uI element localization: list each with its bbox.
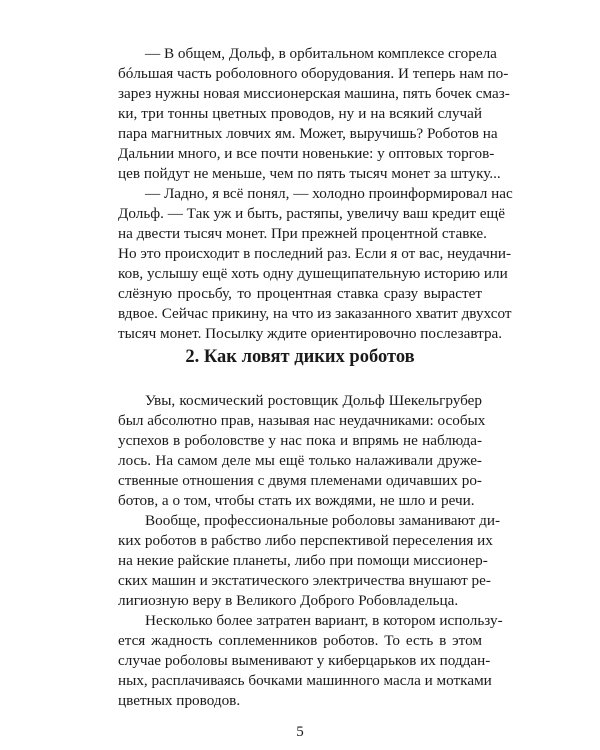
text-line: ботов, а о том, чтобы стать их вождями, не шло и речи. <box>118 492 475 509</box>
text-line: ких роботов в рабство либо перспективой переселения их <box>118 532 493 549</box>
text-line: Дольф. — Так уж и быть, растяпы, увеличу ваш кредит ещё <box>118 205 505 222</box>
text-line: ков, услышу ещё хоть одну душещипательную историю или <box>118 265 508 282</box>
text-line: ки, три тонны цветных проводов, ну и на всякий случай <box>118 105 482 122</box>
text-line: лось. На самом деле мы ещё только налаживали друже- <box>118 452 482 469</box>
text-line: вдвое. Сейчас прикину, на что из заказанного хватит двухсот <box>118 305 512 322</box>
text-line: на двести тысяч монет. При прежней процентной ставке. <box>118 225 487 242</box>
text-line: — Ладно, я всё понял, — холодно проинформировал нас <box>145 185 513 202</box>
text-line: — В общем, Дольф, в орбитальном комплексе сгорела <box>145 45 497 62</box>
section-heading: 2. Как ловят диких роботов <box>185 347 415 367</box>
text-line: цев пойдут не меньше, чем по пять тысяч монет за штуку... <box>118 165 501 182</box>
text-line: Несколько более затратен вариант, в котором использу- <box>145 612 503 629</box>
text-line: слёзную просьбу, то процентная ставка сразу вырастет <box>118 285 482 302</box>
text-line: Но это происходит в последний раз. Если я от вас, неудачни- <box>118 245 512 262</box>
text-line: бóльшая часть роболовного оборудования. И теперь нам по- <box>118 65 509 82</box>
text-line: зарез нужны новая миссионерская машина, пять бочек смаз- <box>118 85 510 102</box>
text-line: ственные отношения с двумя племенами одичавших ро- <box>118 472 482 489</box>
text-line: был абсолютно прав, называя нас неудачниками: особых <box>118 412 486 429</box>
text-line: цветных проводов. <box>118 692 241 709</box>
text-line: на некие райские планеты, либо при помощи миссионер- <box>118 552 488 569</box>
text-line: пара магнитных ловчих ям. Может, выручишь? Роботов на <box>118 125 498 142</box>
text-line: Вообще, профессиональные роболовы заманивают ди- <box>145 512 501 529</box>
text-line: успехов в роболовстве у нас пока и впрямь не наблюда- <box>118 432 482 449</box>
text-line: лигиозную веру в Великого Доброго Робовладельца. <box>118 592 459 609</box>
text-line: Дальнии много, и все почти новенькие: у оптовых торгов- <box>118 145 495 162</box>
text-line: ных, расплачиваясь бочками машинного масла и мотками <box>118 672 492 689</box>
text-line: ется жадность соплеменников роботов. То есть в этом <box>118 632 482 649</box>
text-line: тысяч монет. Посылку ждите ориентировочно послезавтра. <box>118 325 503 342</box>
page-number: 5 <box>296 724 304 740</box>
text-line: ских машин и экстатического электричества внушают ре- <box>118 572 491 589</box>
text-line: Увы, космический ростовщик Дольф Шекельгрубер <box>145 392 482 409</box>
text-line: случае роболовы выменивают у киберцарьков их поддан- <box>118 652 491 669</box>
